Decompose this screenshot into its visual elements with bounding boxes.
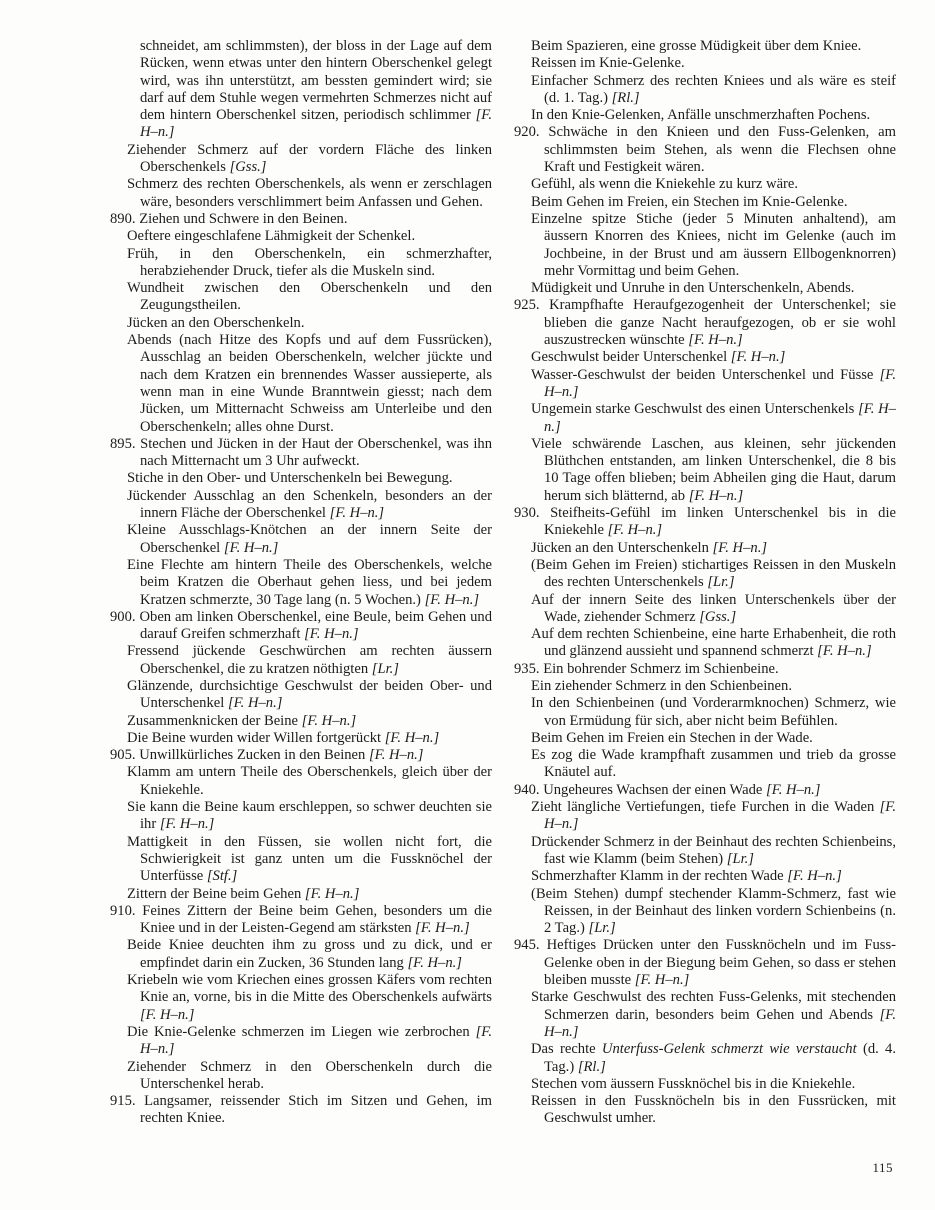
symptom-entry [110, 937, 492, 972]
symptom-entry [110, 972, 492, 1024]
symptom-entry-numbered [110, 609, 492, 644]
entry-text: Ein bohrender Schmerz im Schienbeine. [543, 660, 779, 677]
symptom-entry-numbered [514, 505, 896, 540]
symptom-entry [110, 643, 492, 678]
symptom-entry [514, 349, 896, 366]
source-citation: [Lr.] [371, 660, 399, 677]
entry-text: Reissen in den Fussknöcheln bis in den Fussrücken, mit Geschwulst umher. [531, 1093, 896, 1127]
entry-text: Langsamer, reissender Stich im Sitzen und Gehen, im rechten Kniee. [140, 1093, 493, 1127]
symptom-entry [110, 1059, 492, 1094]
source-citation: [F. H–n.] [329, 505, 385, 522]
source-citation: [F. H–n.] [787, 868, 842, 885]
source-citation: [F. H–n.] [140, 1006, 195, 1023]
entry-text: Kleine Ausschlags-Knötchen an der innern Seite der Oberschenkel [127, 522, 492, 556]
right-column [514, 38, 896, 1128]
symptom-entry [514, 886, 896, 938]
entry-number: 940. [514, 781, 544, 798]
symptom-entry [110, 730, 492, 747]
symptom-entry-numbered [514, 124, 896, 176]
left-column [110, 38, 492, 1128]
entry-text: Jückender Ausschlag an den Schenkeln, besonders an der innern Fläche der Oberschenkel [127, 487, 492, 522]
symptom-entry [110, 834, 492, 886]
entry-number: 900. [110, 608, 140, 625]
symptom-entry [514, 280, 896, 297]
entry-text: Klamm am untern Theile des Oberschenkels, gleich über der Kniekehle. [127, 764, 492, 798]
symptom-entry [110, 886, 492, 903]
entry-text: Beim Gehen im Freien, ein Stechen im Knie-Gelenke. [531, 193, 848, 210]
entry-text: Zusammenknicken der Beine [127, 712, 302, 729]
entry-text: Auf dem rechten Schienbeine, eine harte Erhabenheit, die roth und glänzend aussieht und spannend schmerzt [531, 626, 896, 660]
entry-text: (d. 4. Tag.) [544, 1041, 896, 1075]
source-citation: [Rl.] [611, 89, 640, 106]
symptom-entry-numbered [110, 436, 492, 471]
entry-text: Fressend jückende Geschwürchen am rechten äussern Oberschenkel, die zu kratzen nöthigten [127, 643, 492, 677]
symptom-entry [110, 557, 492, 609]
entry-text: Glänzende, durchsichtige Geschwulst der beiden Ober- und Unterschenkel [127, 677, 492, 712]
entry-text: Ungeheures Wachsen der einen Wade [543, 781, 767, 798]
symptom-entry [514, 834, 896, 869]
entry-number: 945. [514, 937, 547, 954]
symptom-entry [514, 401, 896, 436]
entry-text: Reissen im Knie-Gelenke. [531, 55, 685, 72]
entry-text: Oben am linken Oberschenkel, eine Beule, beim Gehen und darauf Greifen schmerzhaft [139, 608, 492, 643]
symptom-entry [110, 678, 492, 713]
entry-text: Abends (nach Hitze des Kopfs und auf dem Fussrücken), Ausschlag an beiden Oberschenkeln, welcher jückte und nach dem Kratzen ein brennendes Wasser aussieperte, als wenn man in eine Wunde Branntwein giesst; nach dem Jücken, um Mitternacht Schweiss am Unterleibe und den Oberschenkeln; alles ohne Durst. [127, 332, 492, 435]
source-citation: [F. H–n.] [688, 332, 743, 349]
entry-number: 890. [110, 210, 140, 227]
symptom-entry [110, 488, 492, 523]
source-citation: [F. H–n.] [140, 1023, 492, 1058]
entry-text: Einfacher Schmerz des rechten Kniees und als wäre es steif (d. 1. Tag.) [531, 72, 896, 106]
entry-text: Zittern der Beine beim Gehen [127, 885, 305, 902]
entry-text: Ziehender Schmerz auf der vordern Fläche des linken Oberschenkels [127, 141, 492, 176]
symptom-entry [514, 678, 896, 695]
entry-text: Beim Spazieren, eine grosse Müdigkeit über dem Kniee. [531, 38, 862, 54]
entry-text: Stechen und Jücken in der Haut der Oberschenkel, was ihn nach Mitternacht um 3 Uhr aufweckt. [140, 435, 492, 470]
source-citation: [F. H–n.] [407, 954, 462, 971]
symptom-entry-numbered [110, 1093, 492, 1128]
symptom-entry [110, 142, 492, 177]
source-citation: [F. H–n.] [227, 695, 283, 712]
entry-text: Eine Flechte am hintern Theile des Oberschenkels, welche beim Kratzen die Oberhaut gehen liess, und bei jedem Kratzen schmerzte, 30 Tage lang (n. 5 Wochen.) [127, 556, 492, 608]
entry-text: Jücken an den Oberschenkeln. [127, 314, 305, 331]
entry-text: Schmerzhafter Klamm in der rechten Wade [531, 868, 788, 885]
entry-text: Ein ziehender Schmerz in den Schienbeinen. [531, 677, 792, 694]
entry-text: Ziehender Schmerz in den Oberschenkeln durch die Unterschenkel herab. [127, 1058, 492, 1092]
entry-text: Krampfhafte Heraufgezogenheit der Unterschenkel; sie blieben die ganze Nacht heraufgezogen, ob er sie wohl auszustrecken wünschte [544, 297, 897, 349]
entry-number: 895. [110, 435, 141, 452]
entry-text: In den Schienbeinen (und Vorderarmknochen) Schmerz, wie von Ermüdung für sich, aber nicht beim Befühlen. [531, 695, 896, 729]
source-citation: [F. H–n.] [415, 920, 470, 937]
symptom-entry-numbered [514, 782, 896, 799]
source-citation: [F. H–n.] [688, 487, 744, 504]
entry-text: Stiche in den Ober- und Unterschenkeln bei Bewegung. [127, 470, 453, 487]
symptom-entry [514, 989, 896, 1041]
source-citation: [Lr.] [726, 850, 754, 867]
source-citation: [F. H–n.] [544, 401, 896, 435]
source-citation: [Lr.] [707, 574, 735, 591]
entry-text: Es zog die Wade krampfhaft zusammen und trieb da grosse Knäutel auf. [531, 747, 896, 781]
source-citation: [F. H–n.] [607, 522, 663, 539]
source-citation: [F. H–n.] [634, 972, 690, 989]
symptom-entry-numbered [514, 661, 896, 678]
entry-number: 910. [110, 902, 143, 919]
symptom-entry [514, 626, 896, 661]
entry-number: 905. [110, 747, 140, 764]
entry-text: Mattigkeit in den Füssen, sie wollen nicht fort, die Schwierigkeit ist ganz unten um die Fussknöchel der Unterfüsse [127, 833, 492, 885]
symptom-entry [514, 868, 896, 885]
entry-number: 915. [110, 1093, 145, 1110]
symptom-entry-numbered [514, 297, 896, 349]
emphasis-text: Unterfuss-Gelenk schmerzt wie verstaucht [601, 1041, 857, 1058]
source-citation: [F. H–n.] [544, 799, 896, 833]
entry-text: Auf der innern Seite des linken Unterschenkels über der Wade, ziehender Schmerz [531, 591, 896, 625]
entry-text: Wundheit zwischen den Oberschenkeln und den Zeugungstheilen. [127, 280, 492, 314]
entry-number: 935. [514, 660, 544, 677]
symptom-entry [514, 1041, 896, 1076]
entry-text: Wasser-Geschwulst der beiden Unterschenkel und Füsse [531, 366, 880, 383]
entry-text: Jücken an den Unterschenkeln [531, 539, 713, 556]
symptom-entry [110, 522, 492, 557]
symptom-entry [514, 592, 896, 627]
symptom-entry [514, 367, 896, 402]
entry-text: In den Knie-Gelenken, Anfälle unschmerzhaften Pochens. [531, 107, 871, 124]
symptom-entry [110, 713, 492, 730]
entry-text: Drückender Schmerz in der Beinhaut des rechten Schienbeins, fast wie Klamm (beim Stehen) [531, 833, 896, 867]
symptom-entry [110, 799, 492, 834]
symptom-entry-numbered [110, 211, 492, 228]
entry-text: Beim Gehen im Freien ein Stechen in der Wade. [531, 729, 813, 746]
entry-text: Gefühl, als wenn die Kniekehle zu kurz wäre. [531, 176, 799, 193]
source-citation: [F. H–n.] [304, 626, 359, 643]
entry-number: 920. [514, 124, 549, 141]
entry-text: Unwillkürliches Zucken in den Beinen [139, 747, 369, 764]
symptom-entry [514, 107, 896, 124]
symptom-entry [110, 280, 492, 315]
source-citation: [Gss.] [699, 608, 737, 625]
symptom-entry [514, 38, 896, 55]
source-citation: [F. H–n.] [544, 1006, 896, 1040]
entry-text: Oeftere eingeschlafene Lähmigkeit der Schenkel. [127, 228, 416, 245]
symptom-entry [110, 1024, 492, 1059]
symptom-entry [110, 38, 492, 142]
symptom-entry [514, 730, 896, 747]
entry-text: Steifheits-Gefühl im linken Unterschenkel bis in die Kniekehle [544, 505, 897, 539]
entry-text: Ungemein starke Geschwulst des einen Unterschenkels [531, 401, 859, 418]
source-citation: [F. H–n.] [368, 747, 424, 764]
entry-text: Schmerz des rechten Oberschenkels, als wenn er zerschlagen wäre, besonders verschlimmert beim Anfassen und Gehen. [127, 176, 492, 210]
symptom-entry [110, 176, 492, 211]
symptom-entry [110, 332, 492, 436]
source-citation: [F. H–n.] [712, 539, 768, 556]
entry-text: Das rechte [531, 1041, 602, 1058]
symptom-entry [110, 246, 492, 281]
entry-text: Müdigkeit und Unruhe in den Unterschenkeln, Abends. [531, 280, 855, 297]
source-citation: [F. H–n.] [817, 643, 872, 660]
symptom-entry [514, 747, 896, 782]
entry-text: Einzelne spitze Stiche (jeder 5 Minuten anhaltend), am äussern Knorren des Kniees, nicht im Gelenke (auch im Jochbeine, in der Brust und am äussern Ellbogenknorren) mehr Vormittag und beim Gehen. [531, 210, 896, 279]
source-citation: [Stf.] [206, 868, 238, 885]
source-citation: [F. H–n.] [159, 816, 215, 833]
symptom-entry [514, 436, 896, 505]
symptom-entry [514, 1076, 896, 1093]
entry-text: schneidet, am schlimmsten), der bloss in der Lage auf dem Rücken, wenn etwas unter den hintern Oberschenkel gelegt wird, was ihn unterstützt, am bessten gemindert wird; sie darf auf dem Stuhle wegen vermehrten Schmerzes nicht auf dem hintern Oberschenkel sitzen, periodisch schlimmer [140, 38, 492, 124]
entry-text: Feines Zittern der Beine beim Gehen, besonders um die Kniee und in der Leisten-Gegend am stärksten [140, 902, 492, 937]
entry-number: 930. [514, 505, 551, 522]
source-citation: [F. H–n.] [766, 781, 821, 798]
entry-text: Ziehen und Schwere in den Beinen. [139, 210, 348, 227]
entry-text: Kriebeln wie vom Kriechen eines grossen Käfers vom rechten Knie an, vorne, bis in die Mitte des Oberschenkels aufwärts [127, 972, 492, 1006]
symptom-entry [514, 211, 896, 280]
entry-text: Heftiges Drücken unter den Fussknöcheln und im Fuss-Gelenke oben in der Biegung beim Gehen, so dass er stehen bleiben musste [544, 937, 896, 989]
symptom-entry [110, 764, 492, 799]
symptom-entry-numbered [514, 937, 896, 989]
source-citation: [F. H–n.] [223, 539, 279, 556]
entry-text: Schwäche in den Knieen und den Fuss-Gelenken, am schlimmsten beim Stehen, als wenn die Flechsen ohne Kraft und Festigkeit wären. [544, 124, 896, 176]
symptom-entry-numbered [110, 747, 492, 764]
page-number: 115 [872, 1159, 893, 1175]
entry-text: Die Knie-Gelenke schmerzen im Liegen wie zerbrochen [127, 1023, 476, 1040]
source-citation: [F. H–n.] [424, 591, 480, 608]
source-citation: [F. H–n.] [304, 885, 360, 902]
symptom-entry [514, 55, 896, 72]
source-citation: [F. H–n.] [544, 366, 896, 400]
entry-text: (Beim Gehen im Freien) stichartiges Reissen in den Muskeln des rechten Unterschenkels [531, 556, 896, 591]
symptom-entry [110, 470, 492, 487]
symptom-entry [514, 194, 896, 211]
entry-text: Starke Geschwulst des rechten Fuss-Gelenks, mit stechenden Schmerzen darin, besonders beim Gehen und Abends [531, 989, 896, 1023]
source-citation: [Lr.] [588, 920, 616, 937]
entry-text: Stechen vom äussern Fussknöchel bis in die Kniekehle. [531, 1075, 856, 1092]
symptom-entry [514, 176, 896, 193]
entry-text: (Beim Stehen) dumpf stechender Klamm-Schmerz, fast wie Reissen, in der Beinhaut des linken vordern Schienbeins (n. 2 Tag.) [531, 885, 896, 937]
source-citation: [F. H–n.] [384, 729, 440, 746]
entry-text: Viele schwärende Laschen, aus kleinen, sehr jückenden Blüthchen entstanden, am linken Unterschenkel, die 8 bis 10 Tage offen blieben; beim Abheilen ging die Haut, darum herum sich blätternd, ab [531, 435, 896, 504]
entry-text: Geschwulst beider Unterschenkel [531, 349, 731, 366]
symptom-entry [110, 315, 492, 332]
source-citation: [Rl.] [577, 1058, 606, 1075]
symptom-entry [514, 1093, 896, 1128]
entry-text: Früh, in den Oberschenkeln, ein schmerzhafter, herabziehender Druck, tiefer als die Muskeln sind. [127, 245, 492, 279]
entry-text: Die Beine wurden wider Willen fortgerückt [127, 729, 385, 746]
source-citation: [F. H–n.] [301, 712, 357, 729]
symptom-entry-numbered [110, 903, 492, 938]
text-columns [110, 38, 896, 1128]
source-citation: [F. H–n.] [140, 107, 492, 141]
entry-text: Beide Kniee deuchten ihm zu gross und zu dick, und er empfindet darin ein Zucken, 36 Stunden lang [127, 937, 492, 971]
symptom-entry [514, 695, 896, 730]
symptom-entry [110, 228, 492, 245]
symptom-entry [514, 799, 896, 834]
source-citation: [F. H–n.] [730, 349, 786, 366]
symptom-entry [514, 557, 896, 592]
entry-number: 925. [514, 297, 550, 314]
symptom-entry [514, 540, 896, 557]
symptom-entry [514, 73, 896, 108]
entry-text: Sie kann die Beine kaum erschleppen, so schwer deuchten sie ihr [127, 799, 492, 833]
source-citation: [Gss.] [229, 159, 267, 176]
entry-text: Zieht längliche Vertiefungen, tiefe Furchen in die Waden [531, 799, 880, 816]
